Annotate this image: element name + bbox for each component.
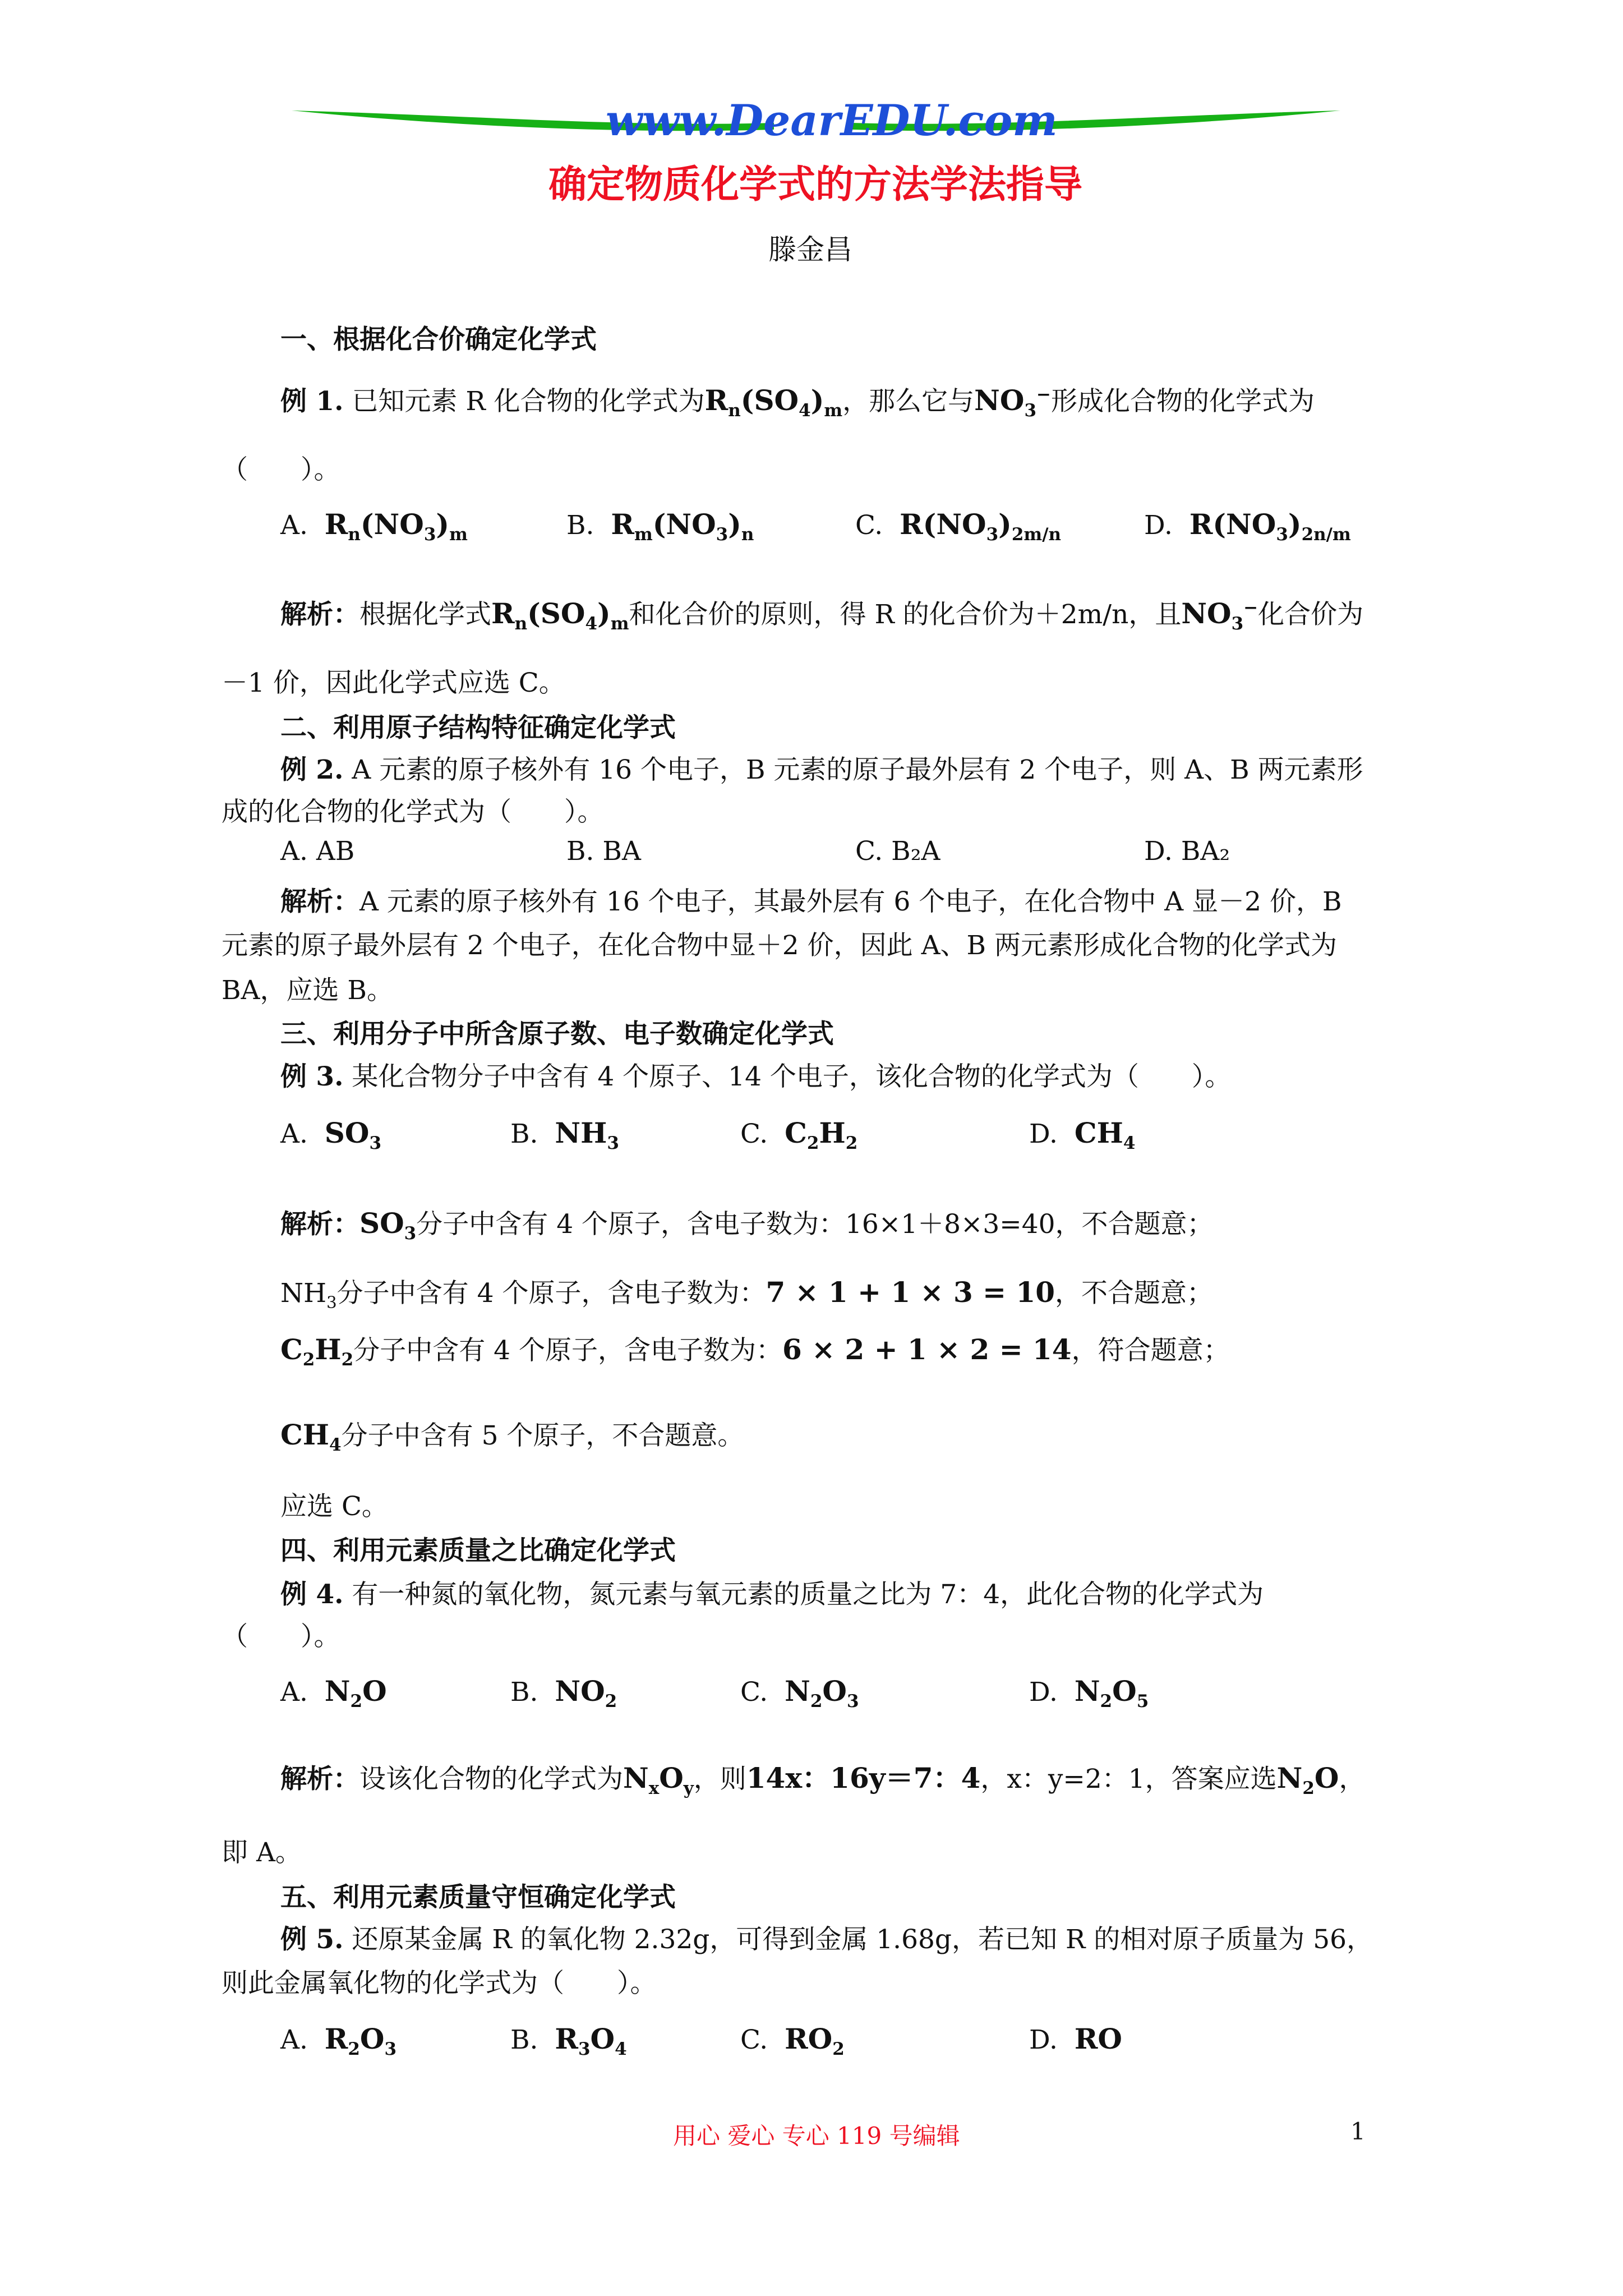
example-3-analysis-2: $NH_3$分子中含有 4 个原子，含电子数为：7 × 1 + 1 × 3 = 10，不合题意； — [280, 1276, 1214, 1312]
example-4-analysis: 解析：设该化合物的化学式为$N_xO_y$，则14x：16y＝7：4，x：y=2：1，答案应选$N_2O$， — [280, 1761, 1366, 1798]
example-3-question: 例 3. 某化合物分子中含有 4 个原子、14 个电子，该化合物的化学式为（ ）。 — [280, 1061, 1232, 1092]
example-4-option-b: B. $NO_2$ — [510, 1674, 617, 1711]
formula-rn-so4-m: $R_n(SO_4)_m$ — [704, 384, 843, 421]
example-4-analysis-cont: 即 A。 — [222, 1837, 302, 1868]
example-5-option-b: B. $R_3O_4$ — [510, 2022, 627, 2059]
example-1-option-b: B. $R_m(NO_3)_n$ — [566, 508, 754, 545]
example-1-option-a: A. $R_n(NO_3)_m$ — [280, 508, 468, 545]
formula-no3-ion: $NO_3^-$ — [974, 384, 1051, 421]
example-2-analysis: 解析：A 元素的原子核外有 16 个电子，其最外层有 6 个电子，在化合物中 A 显－2 价，B — [280, 886, 1342, 917]
example-1-option-d: D. $R(NO_3)_{2n/m}$ — [1144, 508, 1351, 545]
example-5-option-d: D. RO — [1029, 2022, 1122, 2055]
example-2-option-a: A. AB — [280, 836, 355, 867]
example-2-question: 例 2. A 元素的原子核外有 16 个电子，B 元素的原子最外层有 2 个电子，则 A、B 两元素形 — [280, 754, 1363, 785]
section-heading-5: 五、利用元素质量守恒确定化学式 — [280, 1882, 676, 1913]
example-3-answer: 应选 C。 — [280, 1491, 388, 1522]
example-3-option-a: A. $SO_3$ — [280, 1116, 382, 1153]
example-4-option-a: A. $N_2O$ — [280, 1674, 387, 1711]
section-heading-2: 二、利用原子结构特征确定化学式 — [280, 712, 676, 743]
example-3-analysis-4: $CH_4$分子中含有 5 个原子，不合题意。 — [280, 1418, 744, 1455]
example-5-option-a: A. $R_2O_3$ — [280, 2022, 397, 2059]
author: 滕金昌 — [768, 233, 852, 266]
section-heading-1: 一、根据化合价确定化学式 — [280, 324, 597, 355]
example-5-question-cont: 则此金属氧化物的化学式为（ ）。 — [222, 1968, 657, 1999]
page-number: 1 — [1350, 2118, 1366, 2145]
example-3-analysis-3: $C_2H_2$分子中含有 4 个原子，含电子数为：6 × 2 + 1 × 2 = 14，符合题意； — [280, 1333, 1230, 1370]
example-1-analysis-cont: －1 价，因此化学式应选 C。 — [222, 668, 565, 698]
example-2-option-c: C. B₂A — [855, 836, 940, 867]
example-3-option-c: C. $C_2H_2$ — [740, 1116, 858, 1153]
example-1-blank: （ ）。 — [222, 454, 340, 485]
example-2-option-d: D. BA₂ — [1144, 836, 1230, 867]
example-5-question: 例 5. 还原某金属 R 的氧化物 2.32g，可得到金属 1.68g，若已知 R 的相对原子质量为 56， — [280, 1924, 1373, 1955]
example-2-analysis-line3: BA，应选 B。 — [222, 975, 393, 1006]
example-1-option-c: C. $R(NO_3)_{2m/n}$ — [855, 508, 1062, 545]
example-1-question: 例 1. 已知元素 R 化合物的化学式为$R_n(SO_4)_m$，那么它与$NO_3^-$形成化合物的化学式为 — [280, 384, 1315, 421]
example-4-option-d: D. $N_2O_5$ — [1029, 1674, 1149, 1711]
site-logo-text: www.DearEDU.com — [606, 95, 1058, 145]
example-3-option-b: B. $NH_3$ — [510, 1116, 619, 1153]
example-4-option-c: C. $N_2O_3$ — [740, 1674, 859, 1711]
footer-text: 用心 爱心 专心 119 号编辑 — [673, 2122, 960, 2150]
example-2-analysis-line2: 元素的原子最外层有 2 个电子，在化合物中显＋2 价，因此 A、B 两元素形成化合物的化学式为 — [222, 930, 1337, 961]
page-title: 确定物质化学式的方法学法指导 — [548, 162, 1083, 207]
example-1-analysis: 解析：根据化学式$R_n(SO_4)_m$和化合价的原则，得 R 的化合价为＋2m/n，且$NO_3^-$化合价为 — [280, 597, 1364, 634]
example-4-question: 例 4. 有一种氮的氧化物，氮元素与氧元素的质量之比为 7：4，此化合物的化学式为 — [280, 1579, 1264, 1610]
example-3-analysis-1: 解析：$SO_3$分子中含有 4 个原子，含电子数为：16×1＋8×3=40，不合题意； — [280, 1207, 1214, 1244]
example-label: 例 1. — [280, 386, 344, 417]
section-heading-4: 四、利用元素质量之比确定化学式 — [280, 1535, 676, 1566]
example-3-option-d: D. $CH_4$ — [1029, 1116, 1136, 1153]
example-2-option-b: B. BA — [566, 836, 641, 867]
example-5-option-c: C. $RO_2$ — [740, 2022, 845, 2059]
example-4-blank: （ ）。 — [222, 1621, 340, 1652]
example-2-question-cont: 成的化合物的化学式为（ ）。 — [222, 797, 604, 827]
section-heading-3: 三、利用分子中所含原子数、电子数确定化学式 — [280, 1019, 834, 1050]
